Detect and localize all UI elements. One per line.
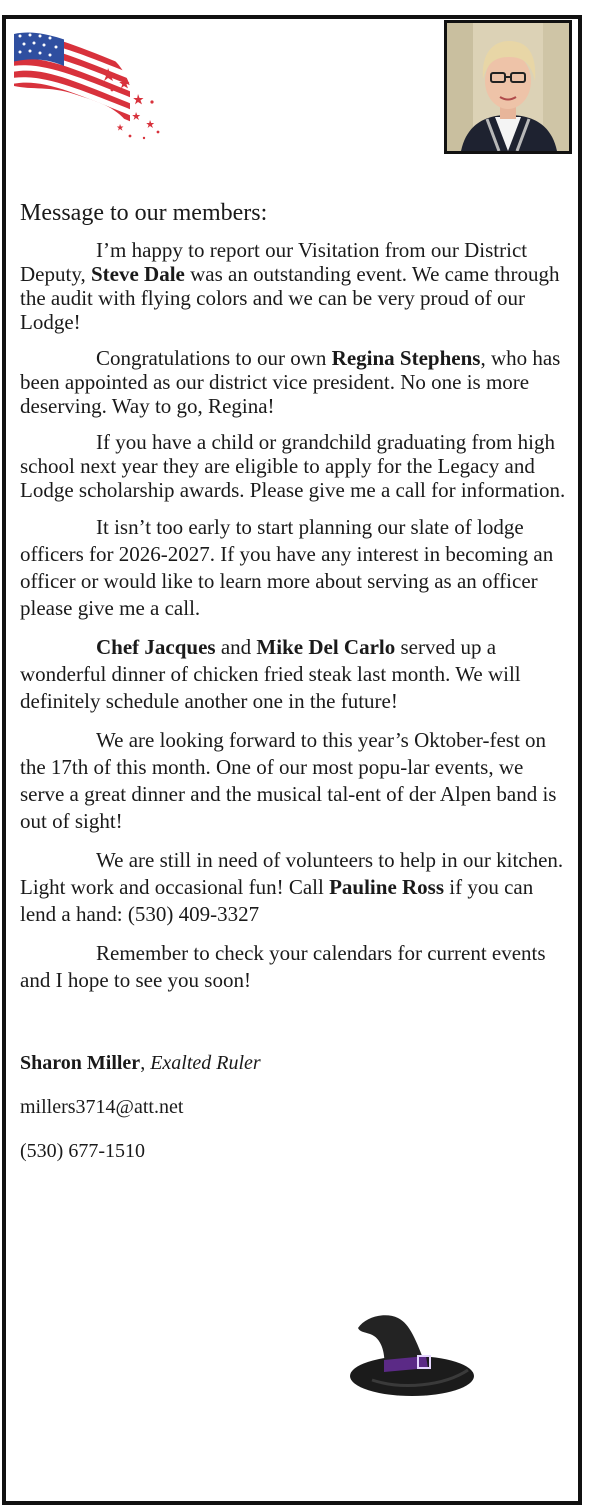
message-body xyxy=(20,198,572,1184)
paragraph-text: We are still in need of volunteers to help in our kitchen. Light work and occasional fun! Call xyxy=(20,848,564,899)
paragraph-visitation xyxy=(20,238,572,334)
highlighted-name: Pauline Ross xyxy=(329,875,445,899)
signature-phone: (530) 677-1510 xyxy=(20,1140,145,1162)
paragraph-text: if you can lend a hand: (530) 409-3327 xyxy=(20,875,534,926)
highlighted-name: Mike Del Carlo xyxy=(256,635,396,659)
paragraph-oktoberfest: We are looking forward to this year’s Oktober-fest on the 17th of this month. One of our most popu-lar events, we serve a great dinner and the musical tal-ent of der Alpen band is out of sight! xyxy=(20,728,557,833)
highlighted-name: Regina Stephens xyxy=(331,346,481,370)
witch-hat-icon xyxy=(346,1310,478,1402)
paragraph-closing: Remember to check your calendars for current events and I hope to see you soon! xyxy=(20,941,546,992)
highlighted-name: Steve Dale xyxy=(90,262,185,286)
paragraph-scholarship: If you have a child or grandchild graduating from high school next year they are eligible to apply for the Legacy and Lodge scholarship awards. Please give me a call for information. xyxy=(20,430,566,502)
signature-line xyxy=(20,1052,572,1074)
paragraph-dinner xyxy=(20,634,572,715)
paragraph-text: , who has been appointed as our district vice president. No one is more deserving. Way to go, Regina! xyxy=(20,346,561,418)
signature-name: Sharon Miller xyxy=(20,1052,141,1074)
paragraph-volunteers xyxy=(20,847,572,928)
signature-title: Exalted Ruler xyxy=(150,1052,261,1074)
signature-separator: , xyxy=(140,1052,151,1074)
paragraph-text: and xyxy=(215,635,257,659)
page-heading: Message to our members: xyxy=(20,200,268,226)
paragraph-text: served up a wonderful dinner of chicken fried steak last month. We will definitely schedule another one in the future! xyxy=(20,635,521,713)
paragraph-text: I’m happy to report our Visitation from our District Deputy, xyxy=(20,238,528,286)
paragraph-text: was an outstanding event. We came through the audit with flying colors and we can be very proud of our Lodge! xyxy=(20,262,560,334)
paragraph-congratulations xyxy=(20,346,572,418)
portrait-photo xyxy=(444,20,572,154)
paragraph-text: Congratulations to our own xyxy=(96,346,332,370)
american-flag-icon xyxy=(12,28,162,146)
paragraph-officers: It isn’t too early to start planning our slate of lodge officers for 2026-2027. If you have any interest in becoming an officer or would like to learn more about serving as an officer please give me a call. xyxy=(20,515,554,620)
highlighted-name: Chef Jacques xyxy=(96,635,216,659)
signature-email[interactable]: millers3714@att.net xyxy=(20,1096,184,1118)
